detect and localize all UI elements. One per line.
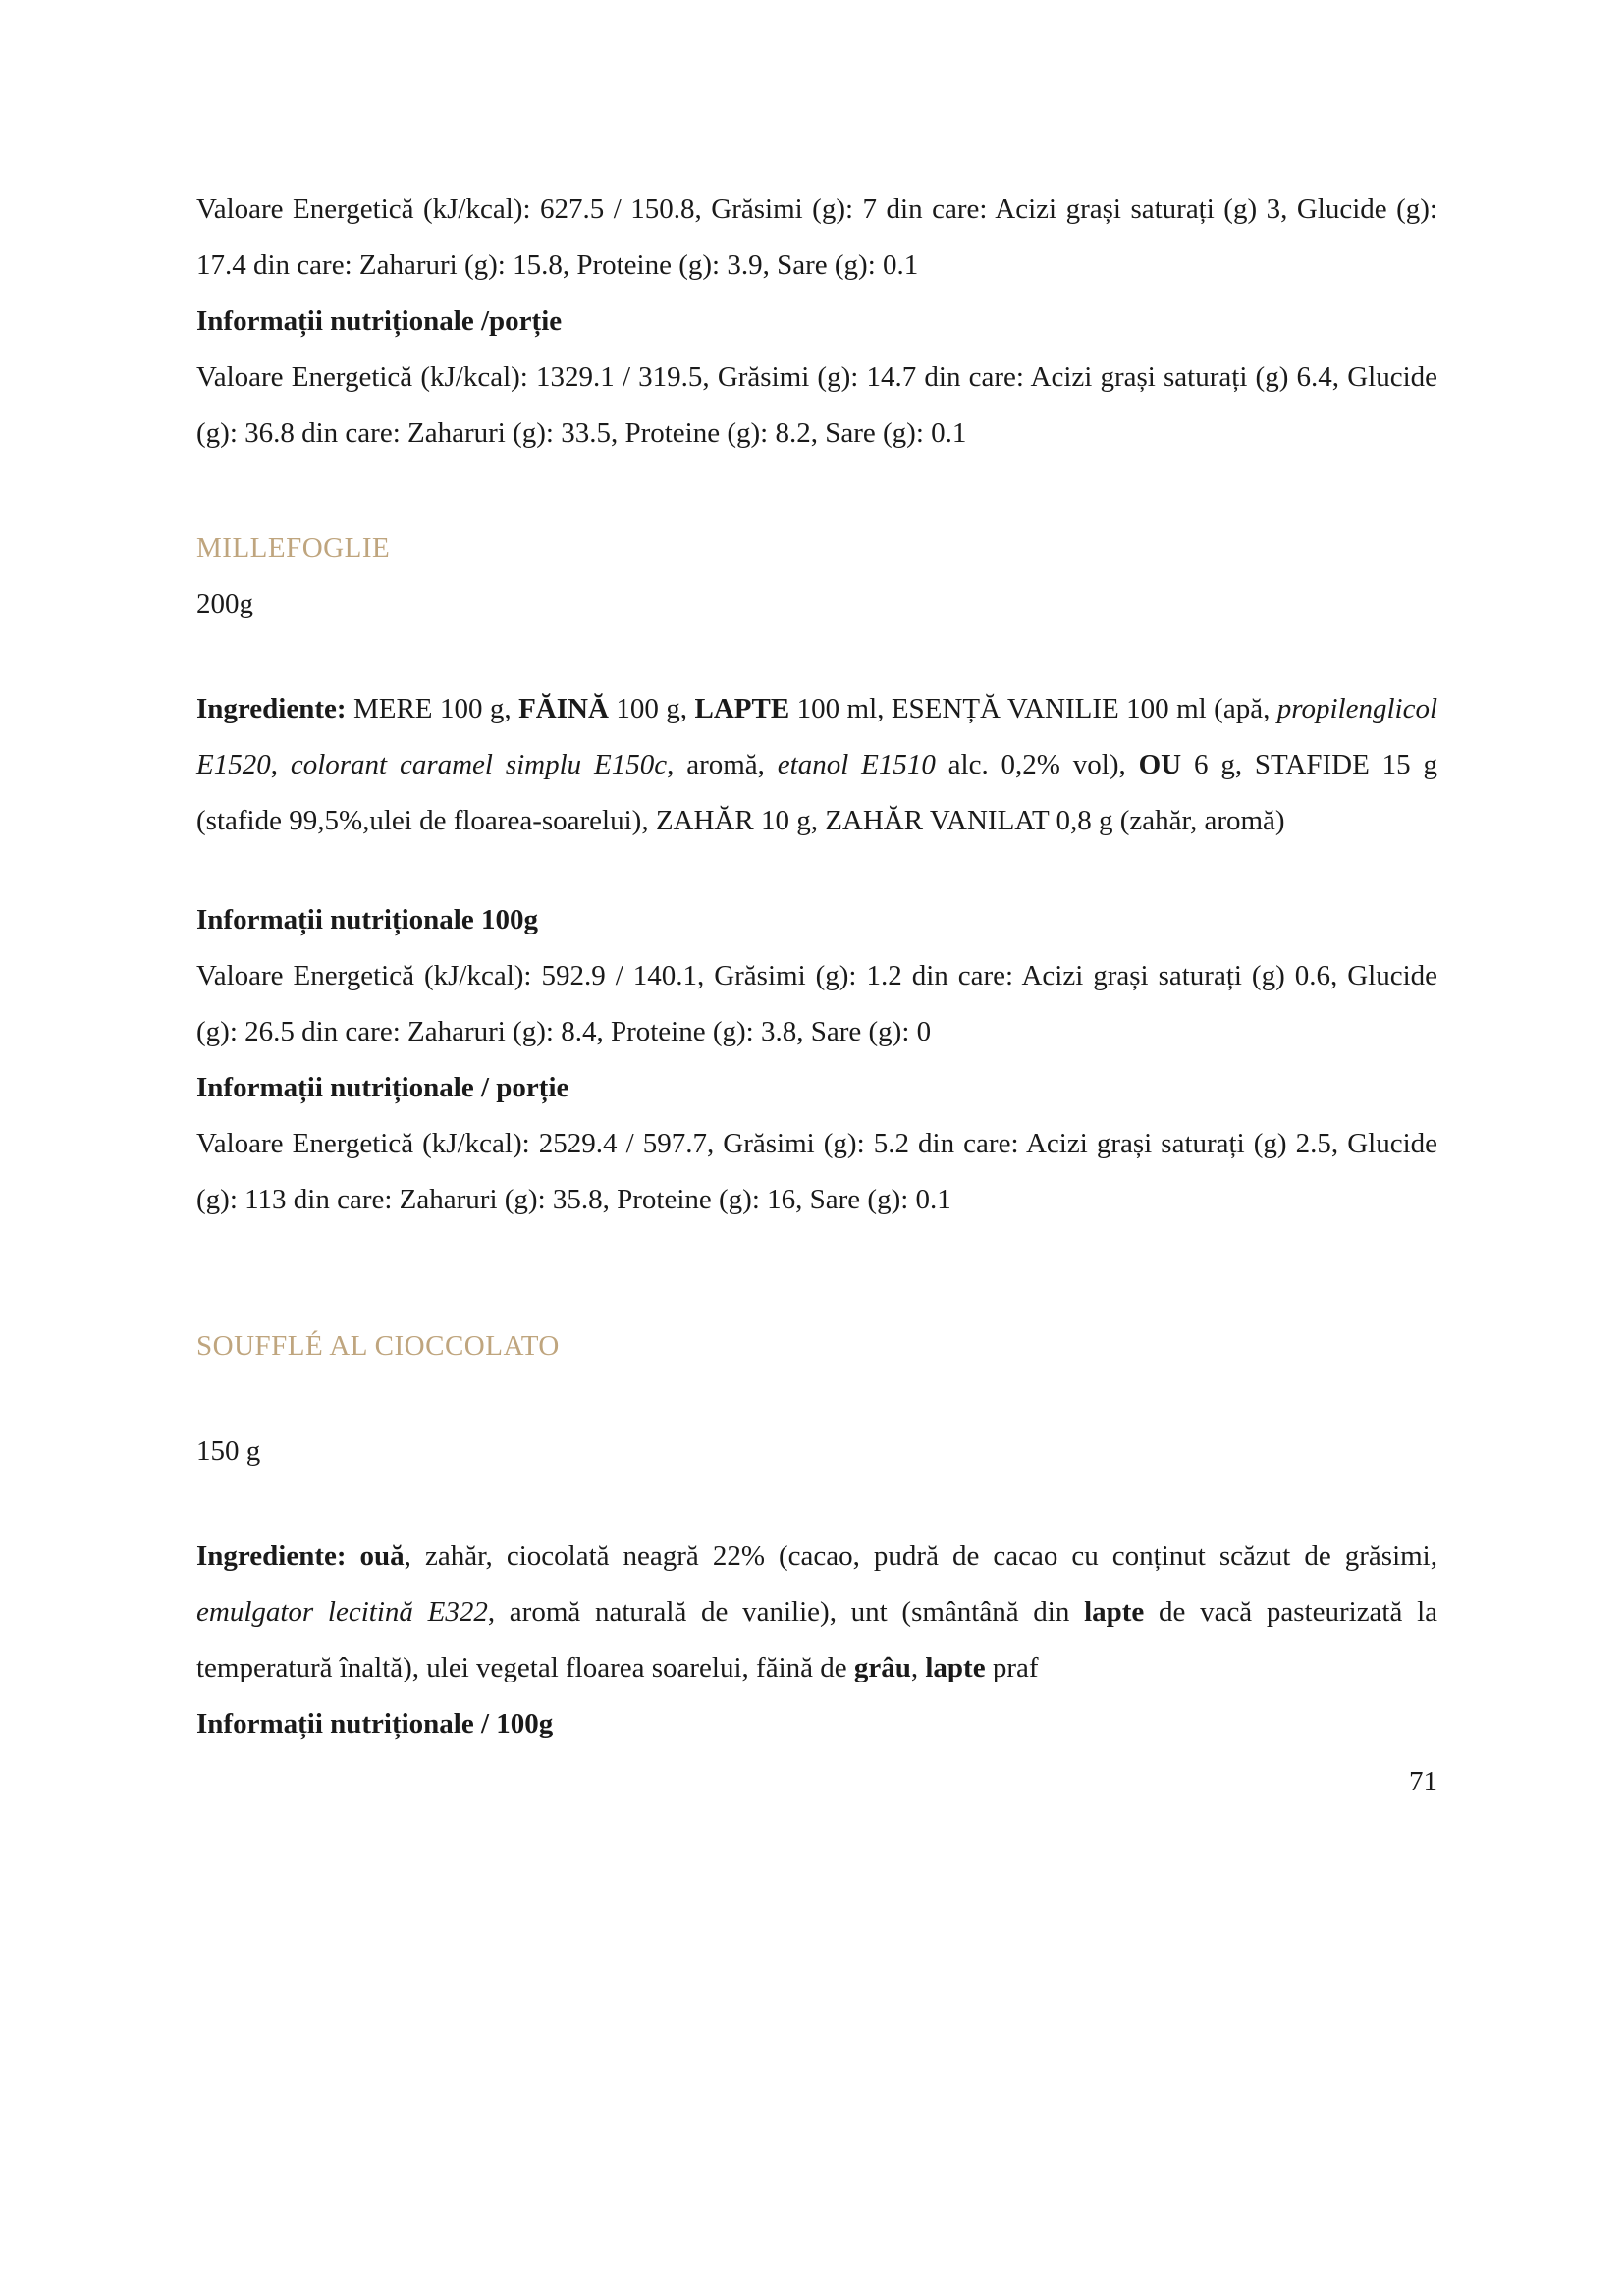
nutrition-100g-label-millefoglie: Informații nutriționale 100g <box>196 904 538 935</box>
nutrition-values-100g-millefoglie: Valoare Energetică (kJ/kcal): 592.9 / 140.1, Grăsimi (g): 1.2 din care: Acizi grași saturați (g) 0.6, Glucide (g): 26.5 din care: Zaharuri (g): 8.4, Proteine (g): 3.8, Sare (g): 0 <box>196 960 1437 1047</box>
text-run: lapte <box>925 1652 986 1683</box>
text-run: , zahăr, ciocolată neagră 22% (cacao, pudră de cacao cu conținut scăzut de grăsimi, <box>404 1540 1437 1572</box>
nutrition-values-per-100g: Valoare Energetică (kJ/kcal): 627.5 / 150.8, Grăsimi (g): 7 din care: Acizi grași saturați (g) 3, Glucide (g): 17.4 din care: Zaharuri (g): 15.8, Proteine (g): 3.9, Sare (g): 0.1 <box>196 193 1437 281</box>
ingredients-souffle <box>196 1528 1437 1696</box>
page-number: 71 <box>1409 1766 1437 1797</box>
text-run: , aromă, <box>667 749 778 780</box>
nutrition-100g-label-souffle: Informații nutriționale / 100g <box>196 1708 554 1739</box>
text-run: praf <box>985 1652 1039 1683</box>
text-run: , <box>910 1652 926 1683</box>
text-run: lapte <box>1084 1596 1145 1628</box>
nutrition-portion-label-millefoglie: Informații nutriționale / porție <box>196 1072 569 1103</box>
nutrition-portion-label: Informații nutriționale /porție <box>196 305 563 337</box>
text-run: 6 g, STAFIDE 15 g (stafide 99,5%,ulei de floarea-soarelui), ZAHĂR 10 g, ZAHĂR VANILAT 0,8 g (zahăr, aromă) <box>196 749 1438 836</box>
text-run: alc. 0,2% vol), <box>935 749 1139 780</box>
text-run: , aromă naturală de vanilie), unt (smântână din <box>487 1596 1085 1628</box>
text-run: OU <box>1138 749 1182 780</box>
text-run: Ingrediente: ouă <box>196 1540 405 1572</box>
text-run: grâu <box>853 1652 911 1683</box>
nutrition-values-portion-millefoglie: Valoare Energetică (kJ/kcal): 2529.4 / 597.7, Grăsimi (g): 5.2 din care: Acizi grași saturați (g) 2.5, Glucide (g): 113 din care: Zaharuri (g): 35.8, Proteine (g): 16, Sare (g): 0.1 <box>196 1128 1437 1215</box>
text-run: Ingrediente: <box>196 693 347 724</box>
product-weight-souffle: 150 g <box>196 1435 261 1467</box>
text-run: emulgator lecitină E322 <box>196 1596 488 1628</box>
text-run: , <box>270 749 291 780</box>
text-run: 100 g, <box>608 693 695 724</box>
product-weight-millefoglie: 200g <box>196 588 253 619</box>
section-heading-souffle: SOUFFLÉ AL CIOCCOLATO <box>196 1330 560 1362</box>
text-run: colorant caramel simplu E150c <box>290 749 668 780</box>
text-run: MERE 100 g, <box>346 693 519 724</box>
section-heading-millefoglie: MILLEFOGLIE <box>196 532 391 563</box>
text-run: de vacă pasteurizată la temperatură înaltă), ulei vegetal floarea soarelui, făină de <box>196 1596 1437 1683</box>
text-run: etanol E1510 <box>777 749 936 780</box>
text-run: LAPTE <box>694 693 790 724</box>
text-run: 100 ml, ESENȚĂ VANILIE 100 ml (apă, <box>789 693 1277 724</box>
text-run: propilenglicol E1520 <box>196 693 1438 780</box>
text-run: FĂINĂ <box>518 693 609 724</box>
nutrition-values-per-portion: Valoare Energetică (kJ/kcal): 1329.1 / 319.5, Grăsimi (g): 14.7 din care: Acizi grași saturați (g) 6.4, Glucide (g): 36.8 din care: Zaharuri (g): 33.5, Proteine (g): 8.2, Sare (g): 0.1 <box>196 361 1437 449</box>
ingredients-millefoglie <box>196 681 1437 849</box>
